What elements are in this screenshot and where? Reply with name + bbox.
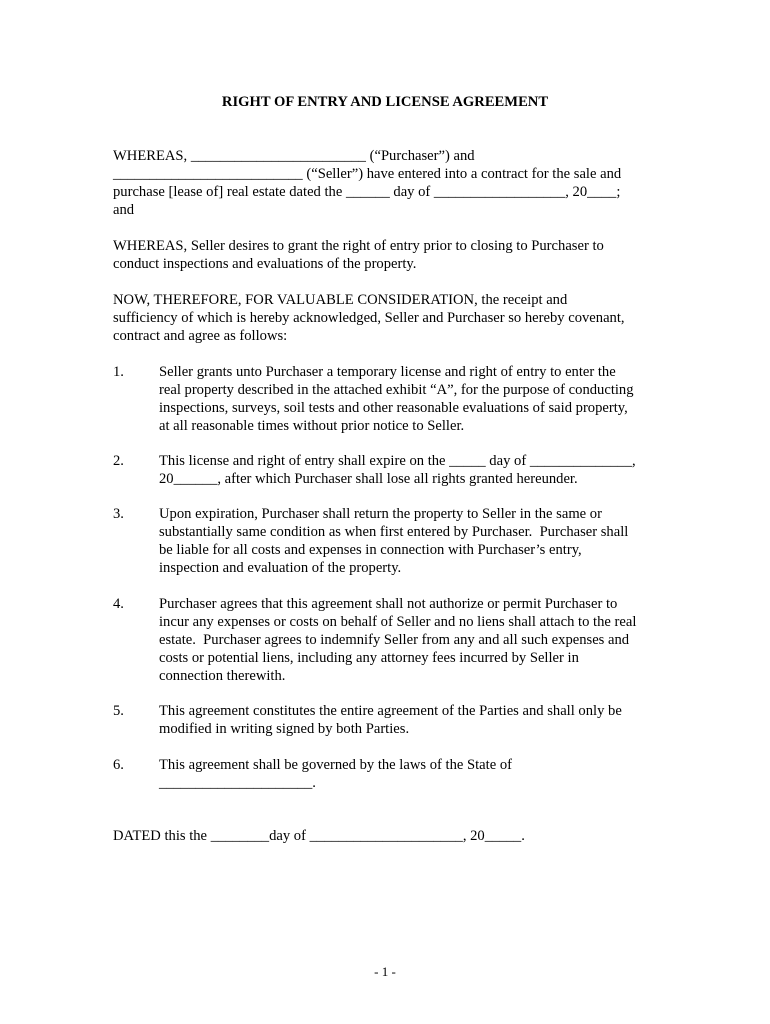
text-line: Seller grants unto Purchaser a temporary license and right of entry to enter the	[159, 364, 616, 380]
text-line: inspection and evaluation of the property.	[159, 560, 402, 576]
whereas-paragraph-1	[113, 147, 621, 219]
text-line: real property described in the attached exhibit “A”, for the purpose of conducting	[159, 382, 634, 398]
text-line: incur any expenses or costs on behalf of Seller and no liens shall attach to the real	[159, 614, 637, 630]
item-number: 2.	[113, 453, 124, 469]
page-number: - 1 -	[374, 964, 396, 979]
text-line: at all reasonable times without prior notice to Seller.	[159, 418, 465, 434]
item-number: 3.	[113, 506, 124, 522]
now-therefore-paragraph	[113, 291, 625, 345]
text-line: purchase [lease of] real estate dated the ______ day of __________________, 20____;	[113, 184, 621, 200]
text-line: costs or potential liens, including any attorney fees incurred by Seller in	[159, 650, 579, 666]
text-line: conduct inspections and evaluations of the property.	[113, 256, 417, 272]
text-line: inspections, surveys, soil tests and other reasonable evaluations of said property,	[159, 400, 628, 416]
text-line: This license and right of entry shall expire on the _____ day of ______________,	[159, 453, 636, 469]
text-line: modified in writing signed by both Parties.	[159, 721, 410, 737]
whereas-paragraph-2	[113, 237, 604, 273]
item-number: 5.	[113, 703, 124, 719]
text-line: be liable for all costs and expenses in connection with Purchaser’s entry,	[159, 542, 582, 558]
text-line: Upon expiration, Purchaser shall return the property to Seller in the same or	[159, 506, 602, 522]
text-line: WHEREAS, Seller desires to grant the right of entry prior to closing to Purchaser to	[113, 238, 604, 254]
item-body	[159, 756, 512, 792]
text-line: Purchaser agrees that this agreement shall not authorize or permit Purchaser to	[159, 596, 618, 612]
item-body	[159, 363, 634, 435]
item-body	[159, 595, 636, 685]
item-body	[159, 452, 636, 488]
text-line: and	[113, 202, 135, 218]
text-line: This agreement shall be governed by the laws of the State of	[159, 757, 512, 773]
item-number: 6.	[113, 757, 124, 773]
document-title: RIGHT OF ENTRY AND LICENSE AGREEMENT	[221, 94, 549, 110]
text-line: substantially same condition as when first entered by Purchaser. Purchaser shall	[159, 524, 629, 540]
text-line: This agreement constitutes the entire agreement of the Parties and shall only be	[159, 703, 622, 719]
text-line: NOW, THEREFORE, FOR VALUABLE CONSIDERATION, the receipt and	[113, 292, 568, 308]
text-line: sufficiency of which is hereby acknowledged, Seller and Purchaser so hereby covenant,	[113, 310, 625, 326]
text-line: contract and agree as follows:	[113, 328, 288, 344]
text-line: 20______, after which Purchaser shall lose all rights granted hereunder.	[159, 471, 578, 487]
text-line: DATED this the ________day of _____________________, 20_____.	[113, 828, 525, 844]
text-line: __________________________ (“Seller”) have entered into a contract for the sale and	[113, 166, 622, 182]
item-body	[159, 702, 622, 738]
item-number: 1.	[113, 364, 124, 380]
text-line: connection therewith.	[159, 668, 286, 684]
dated-line	[113, 827, 525, 845]
item-body	[159, 505, 628, 577]
item-number: 4.	[113, 596, 124, 612]
text-line: estate. Purchaser agrees to indemnify Seller from any and all such expenses and	[159, 632, 630, 648]
text-line: WHEREAS, ________________________ (“Purchaser”) and	[113, 148, 475, 164]
text-line: _____________________.	[159, 775, 316, 791]
